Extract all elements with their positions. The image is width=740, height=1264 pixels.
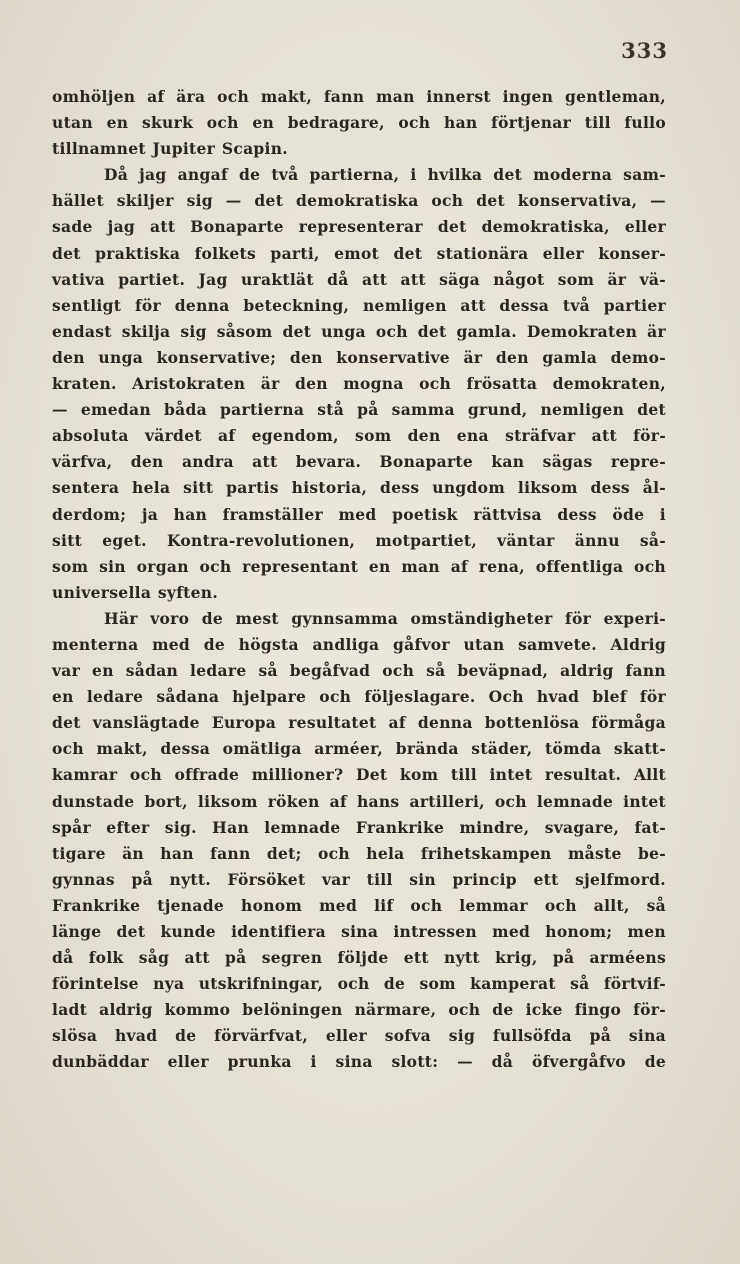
text-line: ladt aldrig kommo belöningen närmare, och de icke fingo för- xyxy=(52,1000,666,1020)
text-line: då folk såg att på segren följde ett nytt krig, på arméens xyxy=(52,948,666,968)
text-line: derdom; ja han framställer med poetisk rättvisa dess öde i xyxy=(52,504,666,524)
text-line: dunstade bort, liksom röken af hans artilleri, och lemnade intet xyxy=(52,791,666,811)
text-line: som sin organ och representant en man af rena, offentliga och xyxy=(52,556,666,576)
text-line: tigare än han fann det; och hela frihetskampen måste be- xyxy=(52,843,666,863)
text-line: kamrar och offrade millioner? Det kom till intet resultat. Allt xyxy=(52,765,666,785)
text-line: sentligt för denna beteckning, nemligen att dessa två partier xyxy=(52,295,666,315)
text-line: dunbäddar eller prunka i sina slott: — då öfvergåfvo de xyxy=(52,1052,666,1072)
text-line: slösa hvad de förvärfvat, eller sofva sig fullsöfda på sina xyxy=(52,1026,666,1046)
text-line: den unga konservative; den konservative är den gamla demo- xyxy=(52,347,666,367)
text-line: Här voro de mest gynnsamma omständigheter för experi- xyxy=(104,608,666,628)
text-line: Frankrike tjenade honom med lif och lemmar och allt, så xyxy=(52,895,666,915)
text-line: en ledare sådana hjelpare och följeslagare. Och hvad blef för xyxy=(52,687,666,707)
text-line: sade jag att Bonaparte representerar det demokratiska, eller xyxy=(52,217,666,237)
text-line: vativa partiet. Jag uraktlät då att att säga något som är vä- xyxy=(52,269,666,289)
text-line: och makt, dessa omätliga arméer, brända städer, tömda skatt- xyxy=(52,739,666,759)
text-line: omhöljen af ära och makt, fann man innerst ingen gentleman, xyxy=(52,87,666,106)
text-line: Då jag angaf de två partierna, i hvilka det moderna sam- xyxy=(104,165,666,185)
text-line: sitt eget. Kontra-revolutionen, motpartiet, väntar ännu så- xyxy=(52,530,666,550)
text-line: universella syften. xyxy=(52,582,219,602)
text-line: det vanslägtade Europa resultatet af denna bottenlösa förmåga xyxy=(52,713,666,733)
text-line: hället skiljer sig — det demokratiska och det konservativa, — xyxy=(52,191,666,211)
text-line: menterna med de högsta andliga gåfvor utan samvete. Aldrig xyxy=(52,634,666,654)
text-line: förintelse nya utskrifningar, och de som kamperat så förtvif- xyxy=(52,974,666,994)
text-line: kraten. Aristokraten är den mogna och frösatta demokraten, xyxy=(52,374,666,394)
text-line: tillnamnet Jupiter Scapin. xyxy=(52,139,289,159)
text-line: endast skilja sig såsom det unga och det gamla. Demokraten är xyxy=(52,321,666,341)
text-line: gynnas på nytt. Försöket var till sin princip ett sjelfmord. xyxy=(52,869,666,889)
text-line: länge det kunde identifiera sina intressen med honom; men xyxy=(52,922,666,941)
body-text xyxy=(52,84,666,1076)
text-line: sentera hela sitt partis historia, dess ungdom liksom dess ål- xyxy=(52,478,666,498)
text-line: värfva, den andra att bevara. Bonaparte kan sägas repre- xyxy=(52,452,666,472)
text-line: var en sådan ledare så begåfvad och så beväpnad, aldrig fann xyxy=(52,661,666,681)
text-line: det praktiska folkets parti, emot det stationära eller konser- xyxy=(52,243,666,263)
text-line: — emedan båda partierna stå på samma grund, nemligen det xyxy=(52,400,666,420)
page-number: 333 xyxy=(621,38,668,63)
text-line: spår efter sig. Han lemnade Frankrike mindre, svagare, fat- xyxy=(52,817,666,837)
text-line: absoluta värdet af egendom, som den ena sträfvar att för- xyxy=(52,426,666,446)
text-line: utan en skurk och en bedragare, och han förtjenar till fullo xyxy=(52,113,666,133)
